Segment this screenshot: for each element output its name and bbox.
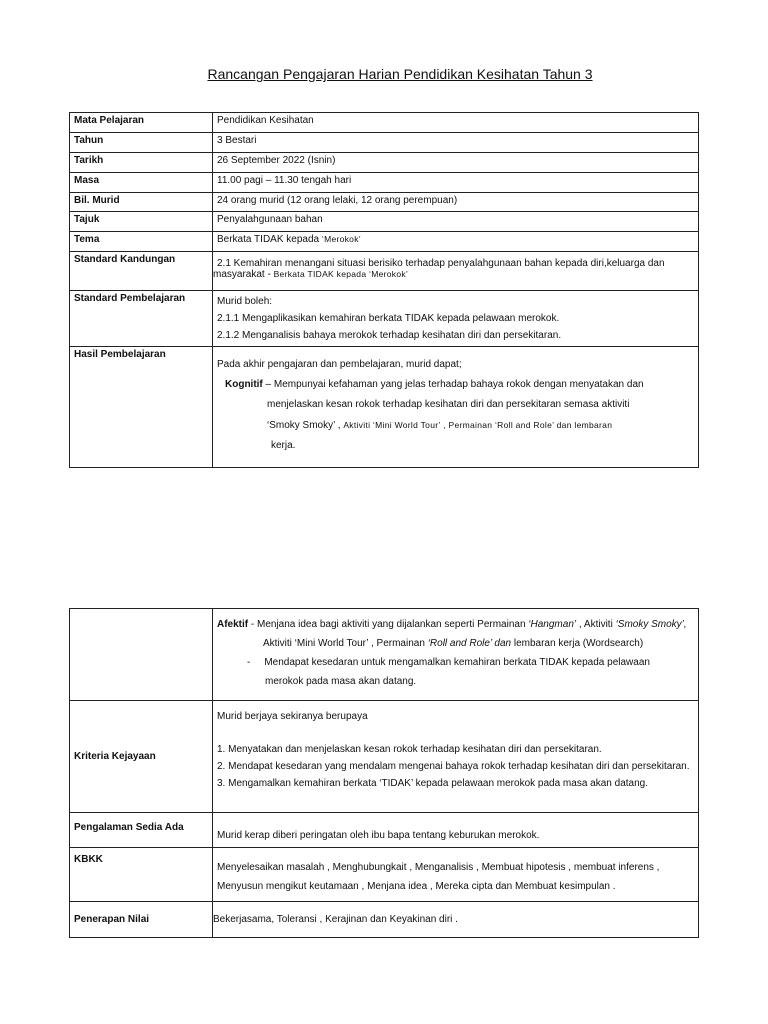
sp-line-1: Murid boleh: (217, 296, 273, 307)
hp-kognitif-label: Kognitif (225, 379, 263, 390)
row-label: Tahun (70, 133, 213, 153)
row-label: Standard Pembelajaran (70, 291, 213, 347)
table-row (70, 848, 699, 902)
row-value: Bekerjasama, Toleransi , Kerajinan dan Keyakinan diri . (213, 902, 699, 938)
row-label: Penerapan Nilai (70, 902, 213, 938)
afektif-text-5: Mendapat kesedaran untuk mengamalkan kemahiran berkata TIDAK kepada pelawaan (264, 657, 650, 668)
table-row (70, 902, 699, 938)
row-label: Bil. Murid (70, 193, 213, 212)
row-value (213, 848, 699, 902)
row-label: Hasil Pembelajaran (70, 347, 213, 468)
page-title: Rancangan Pengajaran Harian Pendidikan Kesihatan Tahun 3 (207, 66, 593, 82)
table-row (70, 193, 699, 212)
row-value (213, 232, 699, 252)
tema-small-text: ‘Merokok’ (321, 234, 361, 244)
kk-item-1: 1. Menyatakan dan menjelaskan kesan rokok terhadap kesihatan diri dan persekitaran. (217, 744, 602, 755)
hp-kognitif-line-3b: Aktiviti ‘Mini World Tour’ , Permainan ‘Roll and Role’ dan lembaran (343, 420, 613, 430)
sk-line-2-small: Berkata TIDAK kepada ‘Merokok’ (273, 269, 409, 279)
afektif-text-3: Aktiviti ‘Mini World Tour’ , Permainan (263, 638, 428, 649)
kbkk-line-1: Menyelesaikan masalah , Menghubungkait , Menganalisis , Membuat hipotesis , membuat inferens , (217, 862, 660, 873)
table-row (70, 291, 699, 347)
table-row (70, 347, 699, 468)
row-label: Tarikh (70, 153, 213, 173)
row-value: Murid kerap diberi peringatan oleh ibu bapa tentang keburukan merokok. (213, 813, 699, 848)
row-label: Masa (70, 173, 213, 193)
kbkk-line-2: Menyusun mengikut keutamaan , Menjana idea , Mereka cipta dan Membuat kesimpulan . (217, 881, 616, 892)
afektif-text-4: lembaran kerja (Wordsearch) (511, 638, 644, 649)
row-value (213, 347, 699, 468)
row-value (213, 701, 699, 813)
hp-kognitif-line-3a: ‘Smoky Smoky’ , (267, 420, 344, 431)
row-label-empty (70, 609, 213, 701)
row-label: Pengalaman Sedia Ada (70, 813, 213, 848)
kk-item-3: 3. Mengamalkan kemahiran berkata ‘TIDAK’ kepada pelawaan merokok pada masa akan datang. (217, 778, 648, 789)
tema-text: Berkata TIDAK kepada (217, 234, 322, 245)
table-row (70, 212, 699, 232)
hp-kognitif-line-4: kerja. (271, 440, 296, 451)
afektif-roll: ‘Roll and Role’ dan (427, 638, 512, 649)
hp-kognitif-line-1 (217, 375, 694, 395)
hp-kognitif-line-2: menjelaskan kesan rokok terhadap kesihatan diri dan persekitaran semasa aktiviti (267, 399, 630, 410)
hp-kognitif-text: – Mempunyai kefahaman yang jelas terhadap bahaya rokok dengan menyatakan dan (262, 379, 644, 390)
row-value (213, 291, 699, 347)
lesson-plan-table-2 (69, 608, 699, 938)
row-label: Kriteria Kejayaan (70, 701, 213, 813)
table-row (70, 153, 699, 173)
afektif-line-3 (217, 653, 694, 672)
afektif-text-1: - Menjana idea bagi aktiviti yang dijalankan seperti Permainan (248, 619, 529, 630)
afektif-smoky: ‘Smoky Smoky’, (615, 619, 687, 630)
sp-line-2: 2.1.1 Mengaplikasikan kemahiran berkata TIDAK kepada pelawaan merokok. (217, 313, 560, 324)
table-row (70, 701, 699, 813)
sk-line-2-text: masyarakat - (213, 269, 274, 280)
lesson-plan-table-1 (69, 112, 699, 468)
row-label: Standard Kandungan (70, 252, 213, 291)
row-value: Pendidikan Kesihatan (213, 113, 699, 133)
sp-line-3: 2.1.2 Menganalisis bahaya merokok terhadap kesihatan diri dan persekitaran. (217, 330, 562, 341)
row-label: Mata Pelajaran (70, 113, 213, 133)
afektif-text-2: , Aktiviti (576, 619, 616, 630)
kk-item-2: 2. Mendapat kesedaran yang mendalam mengenai bahaya rokok terhadap kesihatan diri dan persekitaran. (217, 761, 690, 772)
sk-line-2 (213, 269, 694, 280)
afektif-line-1 (217, 615, 694, 634)
afektif-cell (213, 609, 699, 701)
table-row (70, 133, 699, 153)
table-row (70, 113, 699, 133)
afektif-line-2 (217, 634, 694, 653)
row-value: 11.00 pagi – 11.30 tengah hari (213, 173, 699, 193)
table-row (70, 252, 699, 291)
row-label: KBKK (70, 848, 213, 902)
kk-intro: Murid berjaya sekiranya berupaya (217, 711, 368, 722)
row-value: 26 September 2022 (Isnin) (213, 153, 699, 173)
row-value (213, 252, 699, 291)
row-label: Tema (70, 232, 213, 252)
row-value: 3 Bestari (213, 133, 699, 153)
row-label: Tajuk (70, 212, 213, 232)
sk-line-1: 2.1 Kemahiran menangani situasi berisiko terhadap penyalahgunaan bahan kepada diri,keluarga dan (217, 258, 665, 269)
row-value: 24 orang murid (12 orang lelaki, 12 orang perempuan) (213, 193, 699, 212)
afektif-label: Afektif (217, 619, 249, 630)
bullet: - (247, 657, 251, 668)
table-row (70, 609, 699, 701)
table-row (70, 173, 699, 193)
afektif-line-4: merokok pada masa akan datang. (265, 676, 417, 687)
row-value: Penyalahgunaan bahan (213, 212, 699, 232)
afektif-hangman: ‘Hangman’ (528, 619, 577, 630)
hp-kognitif-line-3 (217, 415, 694, 436)
hp-intro: Pada akhir pengajaran dan pembelajaran, murid dapat; (217, 359, 462, 370)
table-row (70, 813, 699, 848)
table-row (70, 232, 699, 252)
